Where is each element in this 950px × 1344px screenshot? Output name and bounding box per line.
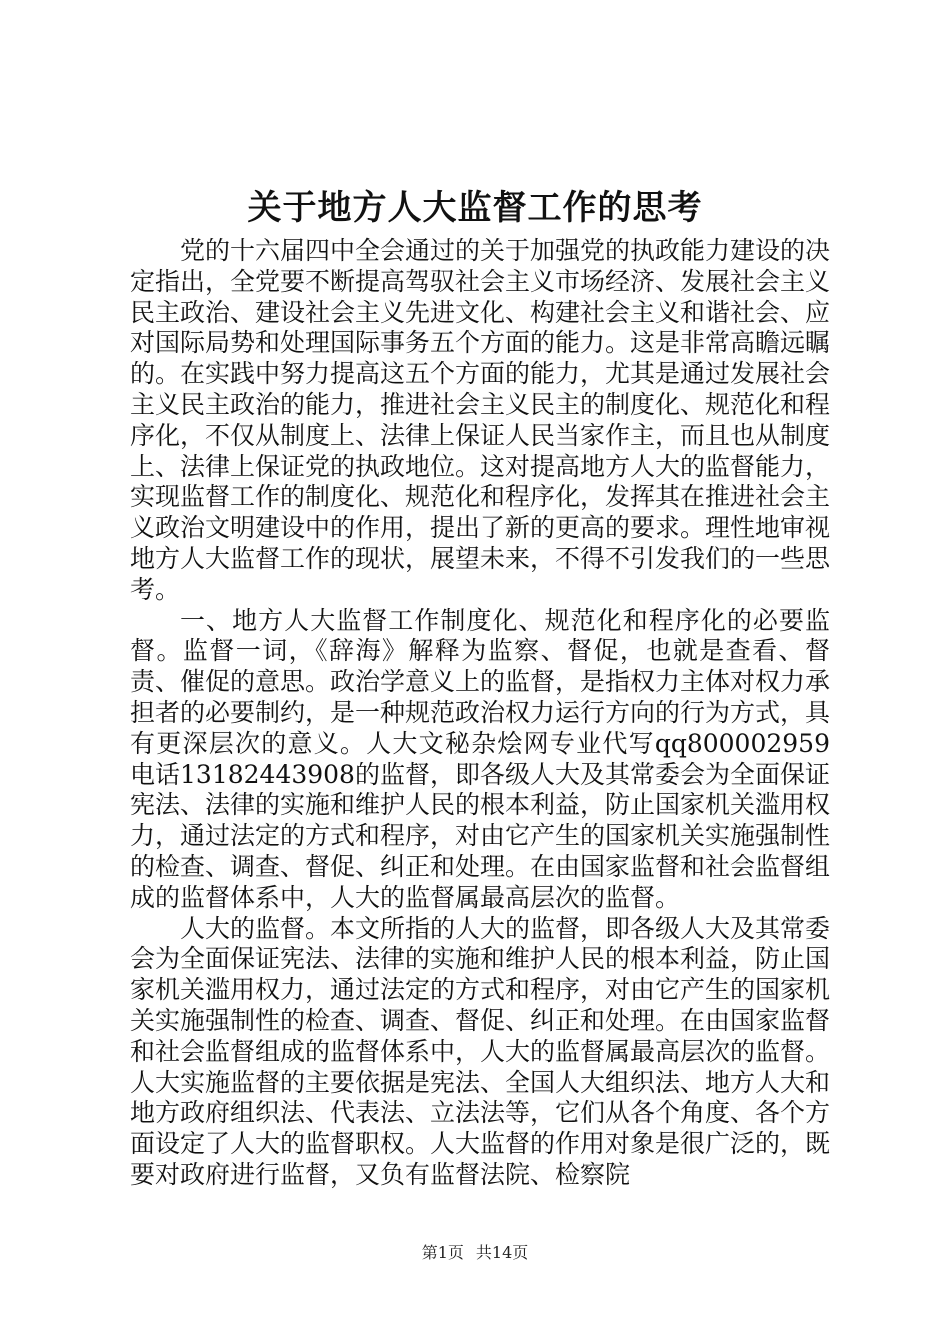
page-total: 共14页 bbox=[475, 1243, 529, 1262]
paragraph: 人大的监督。本文所指的人大的监督，即各级人大及其常委会为全面保证宪法、法律的实施和维护人民的根本利益，防止国家机关滥用权力，通过法定的方式和程序，对由它产生的国家机关实施强制性的检查、调查、督促、纠正和处理。在由国家监督和社会监督组成的监督体系中，人大的监督属最高层次的监督。人大实施监督的主要依据是宪法、全国人大组织法、地方人大和地方政府组织法、代表法、立法法等，它们从各个角度、各个方面设定了人大的监督职权。人大监督的作用对象是很广泛的，既要对政府进行监督，又负有监督法院、检察院 bbox=[130, 913, 831, 1189]
document-body bbox=[130, 236, 830, 1191]
paragraph: 一、地方人大监督工作制度化、规范化和程序化的必要监督。监督一词，《辞海》解释为监察、督促，也就是查看、督责、催促的意思。政治学意义上的监督，是指权力主体对权力承担者的必要制约，是一种规范政治权力运行方向的行为方式，具有更深层次的意义。人大文秘杂烩网专业代写qq800002959电话13182443908的监督，即各级人大及其常委会为全面保证宪法、法律的实施和维护人民的根本利益，防止国家机关滥用权力，通过法定的方式和程序，对由它产生的国家机关实施强制性的检查、调查、督促、纠正和处理。在由国家监督和社会监督组成的监督体系中，人大的监督属最高层次的监督。 bbox=[130, 605, 831, 912]
page-number: 第1页 bbox=[421, 1243, 464, 1262]
page-footer bbox=[0, 1242, 950, 1264]
paragraph: 党的十六届四中全会通过的关于加强党的执政能力建设的决定指出，全党要不断提高驾驭社会主义市场经济、发展社会主义民主政治、建设社会主义先进文化、构建社会主义和谐社会、应对国际局势和处理国际事务五个方面的能力。这是非常高瞻远瞩的。在实践中努力提高这五个方面的能力，尤其是通过发展社会主义民主政治的能力，推进社会主义民主的制度化、规范化和程序化，不仅从制度上、法律上保证人民当家作主，而且也从制度上、法律上保证党的执政地位。这对提高地方人大的监督能力，实现监督工作的制度化、规范化和程序化，发挥其在推进社会主义政治文明建设中的作用，提出了新的更高的要求。理性地审视地方人大监督工作的现状，展望未来，不得不引发我们的一些思考。 bbox=[130, 236, 831, 604]
document-title: 关于地方人大监督工作的思考 bbox=[247, 188, 703, 228]
